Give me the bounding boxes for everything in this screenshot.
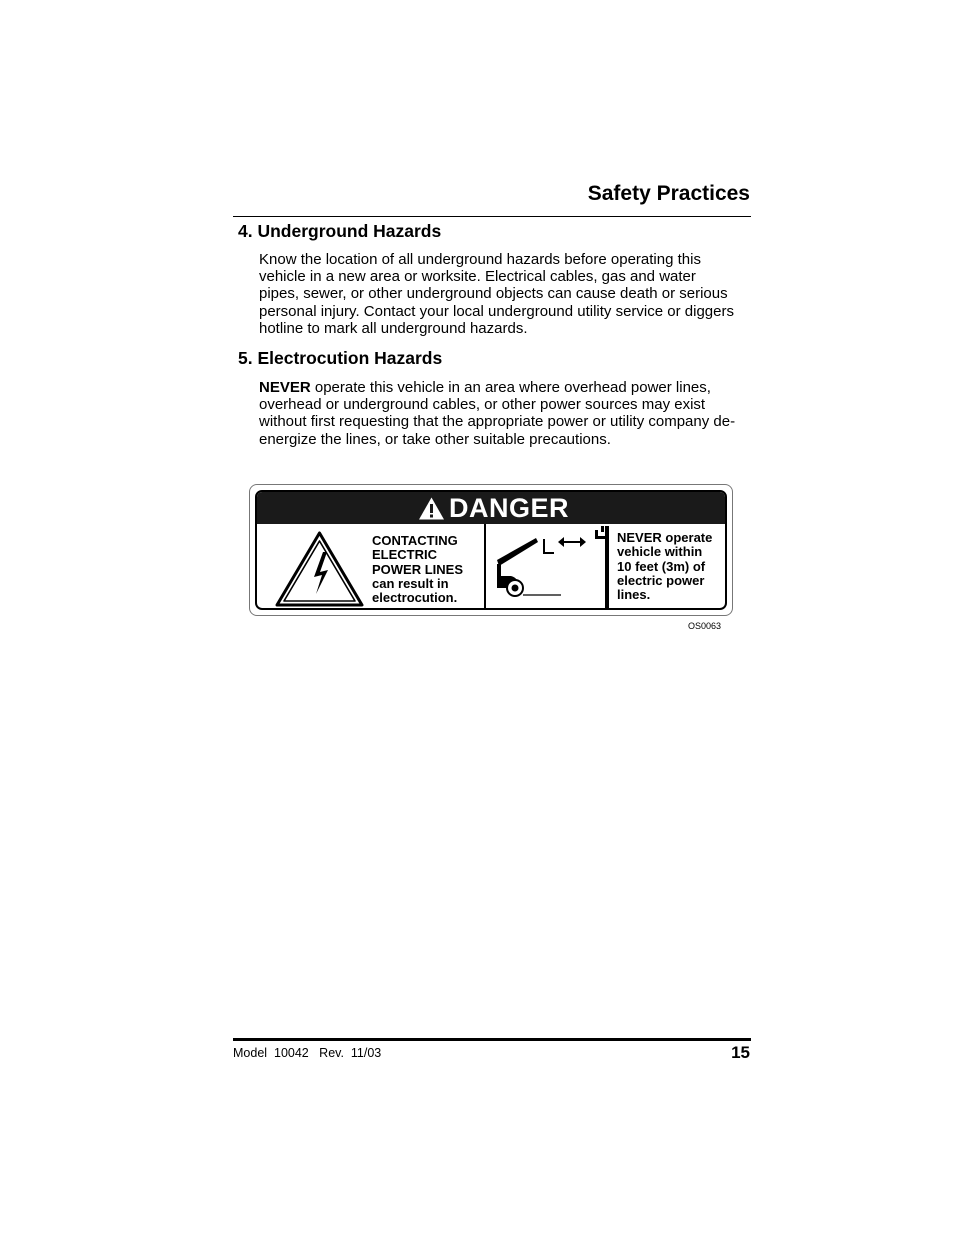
never-operate-text [617, 531, 712, 602]
contacting-power-lines-text [372, 534, 463, 605]
paragraph-line: energize the lines, or take other suitable precautions. [259, 430, 611, 448]
paragraph-underground-hazards [259, 251, 754, 337]
paragraph-line: personal injury. Contact your local underground utility service or diggers [259, 302, 734, 320]
sign-text-line: can result in [372, 575, 449, 591]
paragraph-line: Know the location of all underground hazards before operating this [259, 251, 701, 268]
paragraph-line: pipes, sewer, or other underground objects can cause death or serious [259, 285, 728, 303]
danger-signal-word: DANGER [449, 493, 570, 523]
sign-text-line: electrocution. [372, 590, 458, 606]
paragraph-line-text: operate this vehicle in an area where overhead power lines, [310, 379, 711, 396]
panel-divider [484, 524, 486, 608]
sign-text-line: ELECTRIC [372, 547, 437, 563]
sign-text-line: POWER LINES [372, 561, 464, 577]
sign-text-line: vehicle within [617, 544, 703, 560]
electrical-hazard-icon [274, 530, 365, 608]
footer-model-revision: Model 10042 Rev. 11/03 [233, 1046, 382, 1060]
paragraph-line: vehicle in a new area or worksite. Electrical cables, gas and water [259, 268, 696, 286]
sign-text-line: CONTACTING [372, 533, 458, 548]
paragraph-line [259, 379, 754, 396]
figure-code: OS0063 [688, 621, 722, 631]
power-pole-icon [593, 526, 613, 610]
never-emphasis: NEVER [259, 379, 311, 396]
sign-text-line: electric power [617, 572, 705, 588]
section-title: Safety Practices [587, 182, 750, 205]
danger-header [257, 492, 725, 524]
sign-text-line: 10 feet (3m) of [617, 558, 706, 574]
heading-electrocution-hazards: 5. Electrocution Hazards [238, 348, 443, 368]
paragraph-line: without first requesting that the appropriate power or utility company de- [259, 413, 736, 431]
danger-decal [249, 484, 733, 616]
header-rule [233, 216, 751, 217]
sign-text-line: NEVER operate [617, 530, 713, 545]
paragraph-line: hotline to mark all underground hazards. [259, 319, 528, 337]
page-number: 15 [731, 1043, 750, 1062]
paragraph-electrocution-hazards [259, 379, 754, 448]
sign-text-line: lines. [617, 587, 651, 603]
heading-underground-hazards: 4. Underground Hazards [238, 221, 442, 241]
footer-rule [233, 1038, 751, 1041]
warning-triangle-icon [418, 496, 445, 521]
danger-decal-inner [255, 490, 727, 610]
paragraph-line: overhead or underground cables, or other power sources may exist [259, 396, 706, 414]
